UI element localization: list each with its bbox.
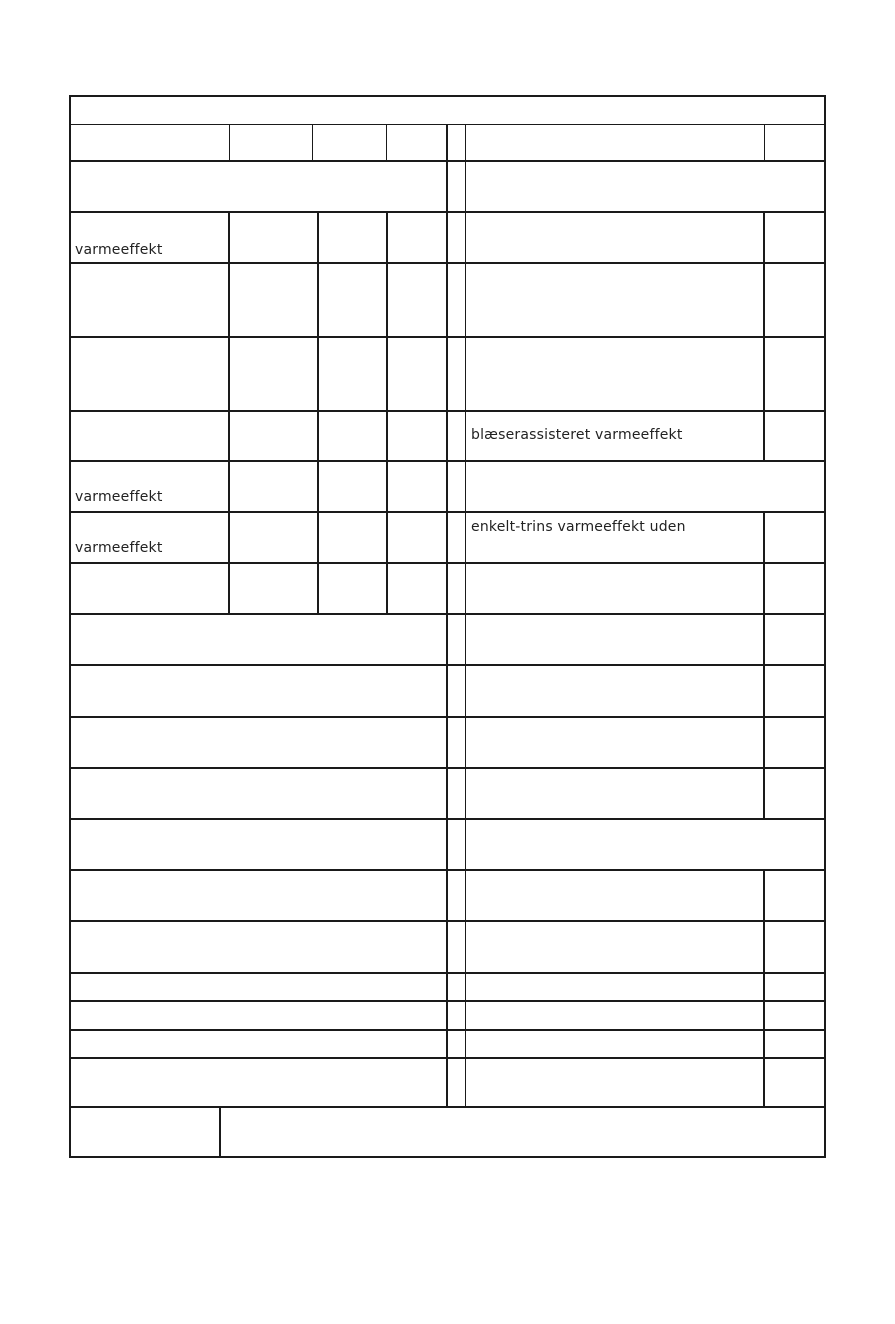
cell-label: blæserassisteret varmeeffekt: [471, 427, 683, 443]
col-divider: [386, 124, 387, 161]
table-border-left: [69, 95, 71, 1158]
table-border-bottom: [69, 1156, 826, 1158]
col-divider: [465, 124, 466, 1107]
col-divider: [386, 211, 388, 614]
col-divider: [763, 211, 765, 461]
col-divider: [446, 124, 448, 1107]
col-divider: [229, 124, 230, 161]
col-divider: [763, 869, 765, 1107]
col-divider: [228, 211, 230, 614]
cell-label: varmeeffekt: [75, 242, 163, 258]
table-border-top: [69, 95, 826, 97]
col-divider: [219, 1106, 221, 1157]
col-divider: [763, 511, 765, 819]
col-divider: [312, 124, 313, 161]
col-divider: [317, 211, 319, 614]
cell-label: enkelt-trins varmeeffekt uden: [471, 519, 686, 535]
cell-label: varmeeffekt: [75, 540, 163, 556]
table-border-right: [824, 95, 826, 1158]
cell-label: varmeeffekt: [75, 489, 163, 505]
col-divider: [764, 124, 765, 161]
